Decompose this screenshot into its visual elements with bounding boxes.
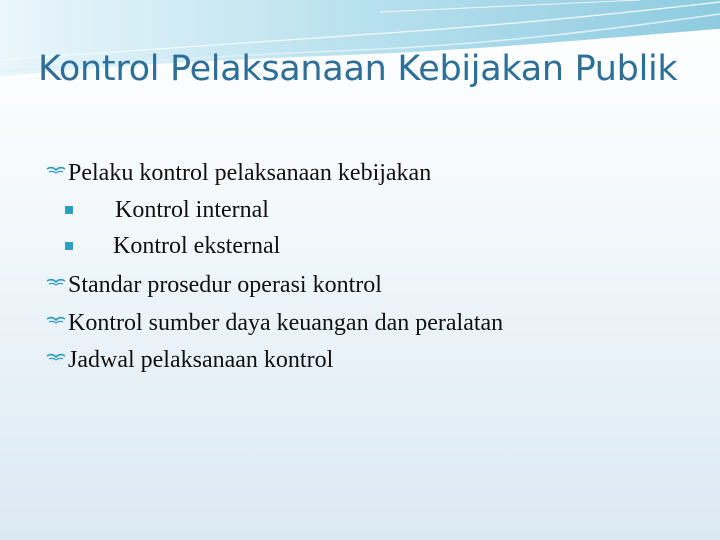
bullet-item xyxy=(44,308,503,338)
bullet-text: Kontrol internal xyxy=(115,197,269,223)
bullet-item xyxy=(44,270,382,300)
open-book-icon xyxy=(44,348,68,372)
bullet-text: Standar prosedur operasi kontrol xyxy=(68,272,382,298)
bullet-text: Pelaku kontrol pelaksanaan kebijakan xyxy=(68,160,432,186)
slide-title: Kontrol Pelaksanaan Kebijakan Publik xyxy=(38,49,678,89)
bullet-text: Jadwal pelaksanaan kontrol xyxy=(68,347,334,373)
bullet-item xyxy=(44,345,333,375)
square-bullet-icon xyxy=(65,206,73,214)
open-book-icon xyxy=(44,161,68,185)
bullet-text: Kontrol eksternal xyxy=(113,233,281,259)
sub-bullet-item xyxy=(0,231,720,261)
open-book-icon xyxy=(44,273,68,297)
bullet-item xyxy=(44,158,431,188)
square-bullet-icon xyxy=(65,242,73,250)
sub-bullet-item xyxy=(0,195,720,225)
bullet-text: Kontrol sumber daya keuangan dan peralatan xyxy=(68,310,504,336)
open-book-icon xyxy=(44,311,68,335)
